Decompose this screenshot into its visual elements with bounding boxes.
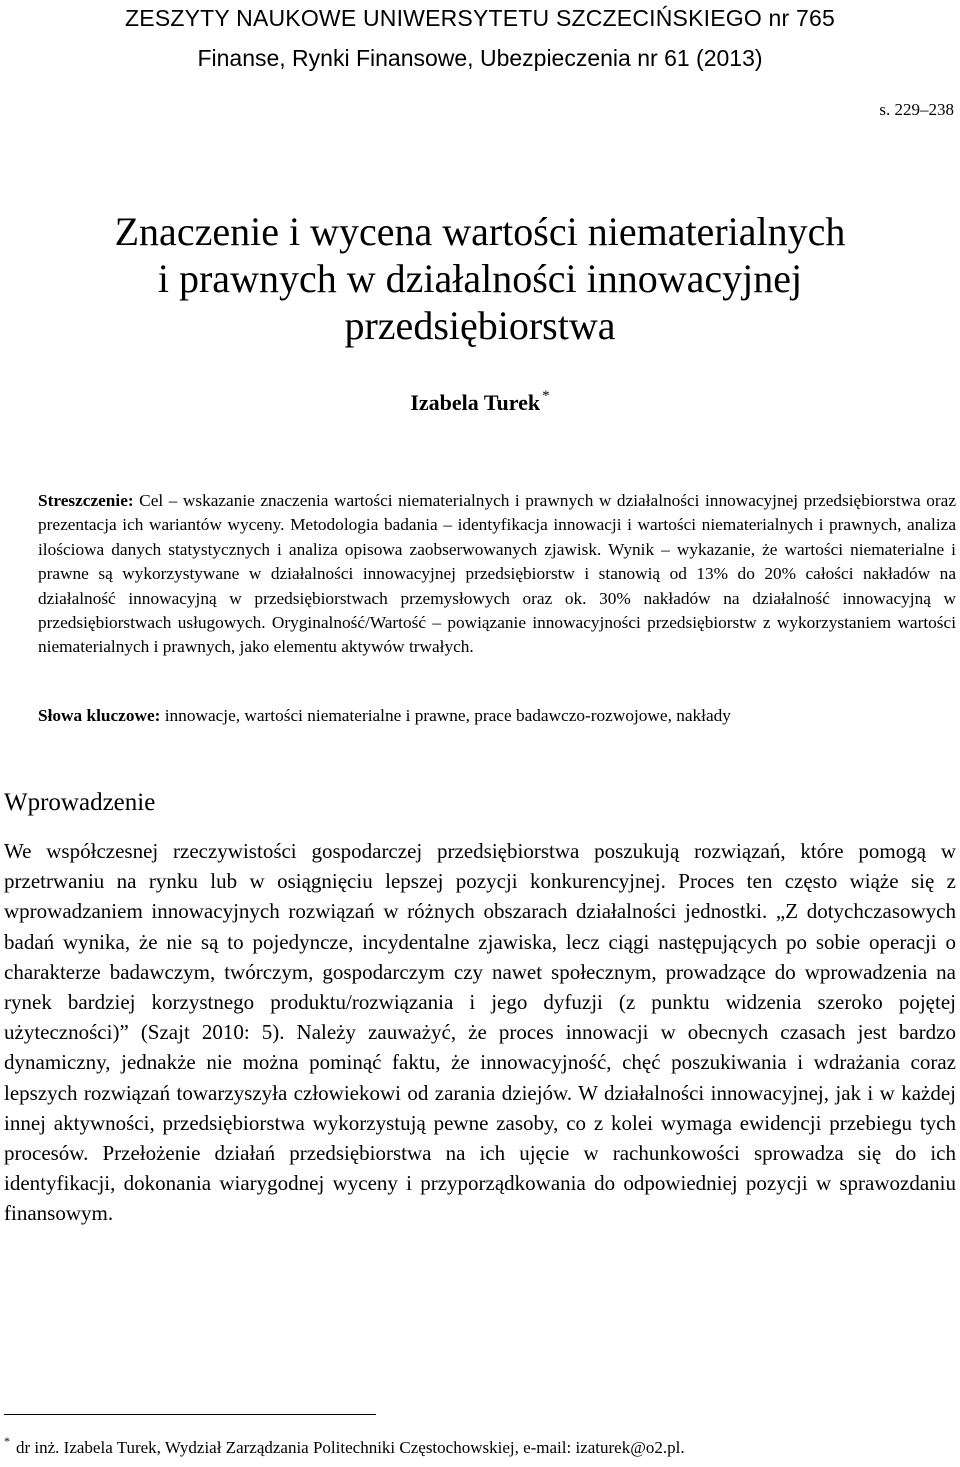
footnote-marker: *: [4, 1434, 10, 1448]
title-line: przedsiębiorstwa: [344, 303, 616, 348]
keywords-text: innowacje, wartości niematerialne i prawne, prace badawczo-rozwojowe, nakłady: [164, 706, 731, 725]
author-line: [0, 388, 960, 418]
keywords: [38, 704, 956, 728]
footnote: [4, 1436, 956, 1460]
author-footnote-marker: *: [542, 388, 550, 404]
title-line: i prawnych w działalności innowacyjnej: [157, 256, 803, 301]
author-name: Izabela Turek: [410, 390, 541, 415]
section-heading: Wprowadzenie: [4, 789, 156, 816]
article-title: [0, 208, 960, 349]
journal-series: Finanse, Rynki Finansowe, Ubezpieczenia nr 61 (2013): [197, 45, 763, 71]
abstract-label: Streszczenie:: [38, 491, 134, 510]
page-range: s. 229–238: [879, 100, 954, 119]
abstract: [38, 489, 956, 660]
abstract-text: Cel – wskazanie znaczenia wartości niematerialnych i prawnych w działalności innowacyjnej przedsiębiorstwa oraz prezentacja ich wariantów wyceny. Metodologia badania – identyfikacja innowacji i wartości niematerialnych i prawnych, analiza ilościowa danych statystycznych i analiza opisowa zaobserwowanych zjawisk. Wynik – wykazanie, że wartości niematerialne i prawne są wykorzystywane w działalności innowacyjnej przedsiębiorstw i stanowią od 13% do 20% całości nakładów na działalność innowacyjną w przedsiębiorstwach przemysłowych oraz ok. 30% nakładów na działalność innowacyjną w przedsiębiorstwach usługowych. Oryginalność/Wartość – powiązanie innowacyjności przedsiębiorstw z wykorzystaniem wartości niematerialnych i prawnych, jako elementu aktywów trwałych.: [38, 491, 956, 657]
journal-name: ZESZYTY NAUKOWE UNIWERSYTETU SZCZECIŃSKIEGO nr 765: [125, 5, 835, 31]
keywords-label: Słowa kluczowe:: [38, 706, 161, 725]
footnote-divider: [4, 1414, 376, 1415]
footnote-text: dr inż. Izabela Turek, Wydział Zarządzania Politechniki Częstochowskiej, e-mail: izaturek@o2.pl.: [16, 1438, 685, 1457]
body-paragraph: We współczesnej rzeczywistości gospodarczej przedsiębiorstwa poszukują rozwiązań, które pomogą w przetrwaniu na rynku lub w osiągnięciu lepszej pozycji konkurencyjnej. Proces ten często wiąże się z wprowadzaniem innowacyjnych rozwiązań w różnych obszarach działalności jednostki. „Z dotychczasowych badań wynika, że nie są to pojedyncze, incydentalne zjawiska, lecz ciągi następujących po sobie operacji o charakterze badawczym, twórczym, gospodarczym czy nawet społecznym, prowadzące do wprowadzenia na rynek bardziej korzystnego produktu/rozwiązania i jego dyfuzji (z punktu widzenia szeroko pojętej użyteczności)” (Szajt 2010: 5). Należy zauważyć, że proces innowacji w obecnych czasach jest bardzo dynamiczny, jednakże nie można pominąć faktu, że innowacyjność, chęć poszukiwania i wdrażania coraz lepszych rozwiązań towarzyszyła człowiekowi od zarania dziejów. W działalności innowacyjnej, jak i w każdej innej aktywności, przedsiębiorstwa wykorzystują pewne zasoby, co z kolei wymaga ewidencji przebiegu tych procesów. Przełożenie działań przedsiębiorstwa na ich ujęcie w rachunkowości sprowadza się do ich identyfikacji, dokonania wiarygodnej wyceny i przyporządkowania do odpowiedniej pozycji w sprawozdaniu finansowym.: [4, 839, 956, 1226]
title-line: Znaczenie i wycena wartości niematerialnych: [114, 209, 846, 254]
